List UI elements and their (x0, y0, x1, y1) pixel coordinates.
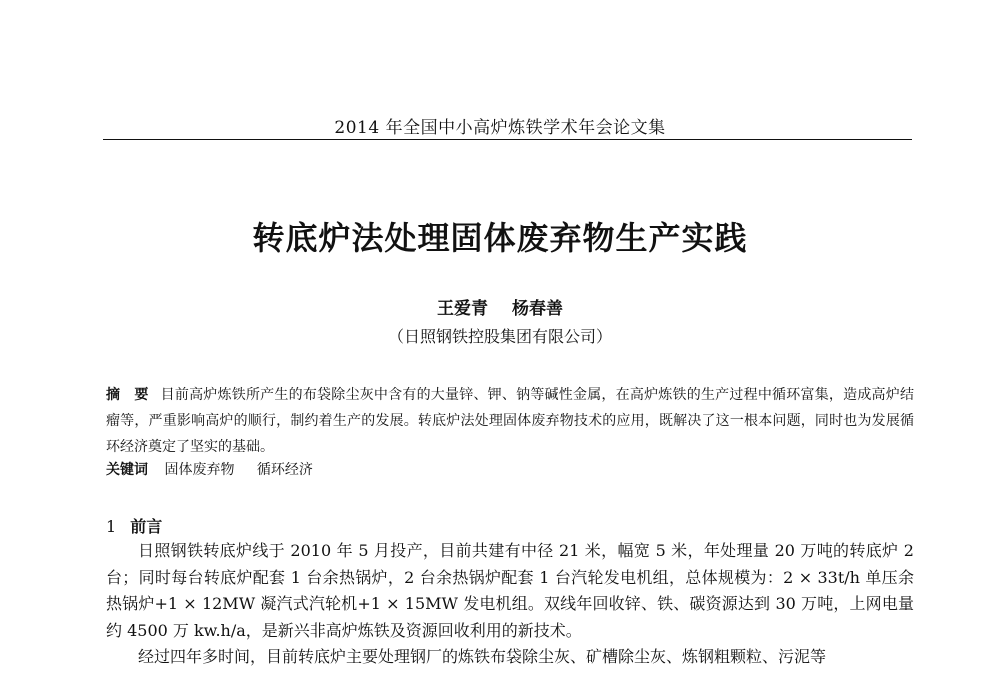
keyword-item: 循环经济 (256, 462, 313, 478)
body-text (106, 538, 914, 671)
keywords-label: 关键词 (106, 462, 148, 478)
running-head: 2014 年全国中小高炉炼铁学术年会论文集 (334, 118, 666, 138)
paragraph: 日照钢铁转底炉线于 2010 年 5 月投产，目前共建有中径 21 米，幅宽 5 米，年处理量 20 万吨的转底炉 2 台；同时每台转底炉配套 1 台余热锅炉，2 台余热锅炉配套 1 台汽轮发电机组，总体规模为：2 × 33t/h 单压余热锅炉+1 × 12MW 凝汽式汽轮机+1 × 15MW 发电机组。双线年回收锌、铁、碳资源达到 30 万吨，上网电量约 4500 万 kw.h/a，是新兴非高炉炼铁及资源回收利用的新技术。 (106, 541, 914, 640)
paper-title: 转底炉法处理固体废弃物生产实践 (252, 219, 748, 257)
keywords (106, 459, 914, 481)
paragraph: 经过四年多时间，目前转底炉主要处理钢厂的炼铁布袋除尘灰、矿槽除尘灰、炼钢粗颗粒、污泥等 (138, 647, 827, 666)
section-number: 1 (106, 517, 117, 536)
author-name: 杨春善 (511, 299, 563, 319)
abstract-label: 摘 要 (106, 387, 149, 403)
author-name: 王爱青 (437, 299, 489, 319)
author-list (0, 294, 1000, 319)
abstract-text: 目前高炉炼铁所产生的布袋除尘灰中含有的大量锌、钾、钠等碱性金属，在高炉炼铁的生产过程中循环富集，造成高炉结瘤等，严重影响高炉的顺行，制约着生产的发展。转底炉法处理固体废弃物技术的应用，既解决了这一根本问题，同时也为发展循环经济奠定了坚实的基础。 (106, 387, 914, 455)
section-title: 前言 (130, 517, 163, 536)
affiliation: （日照钢铁控股集团有限公司） (387, 327, 612, 346)
abstract (106, 382, 914, 460)
keyword-item: 固体废弃物 (164, 462, 235, 478)
header-rule (103, 139, 912, 140)
section-heading (106, 514, 162, 537)
